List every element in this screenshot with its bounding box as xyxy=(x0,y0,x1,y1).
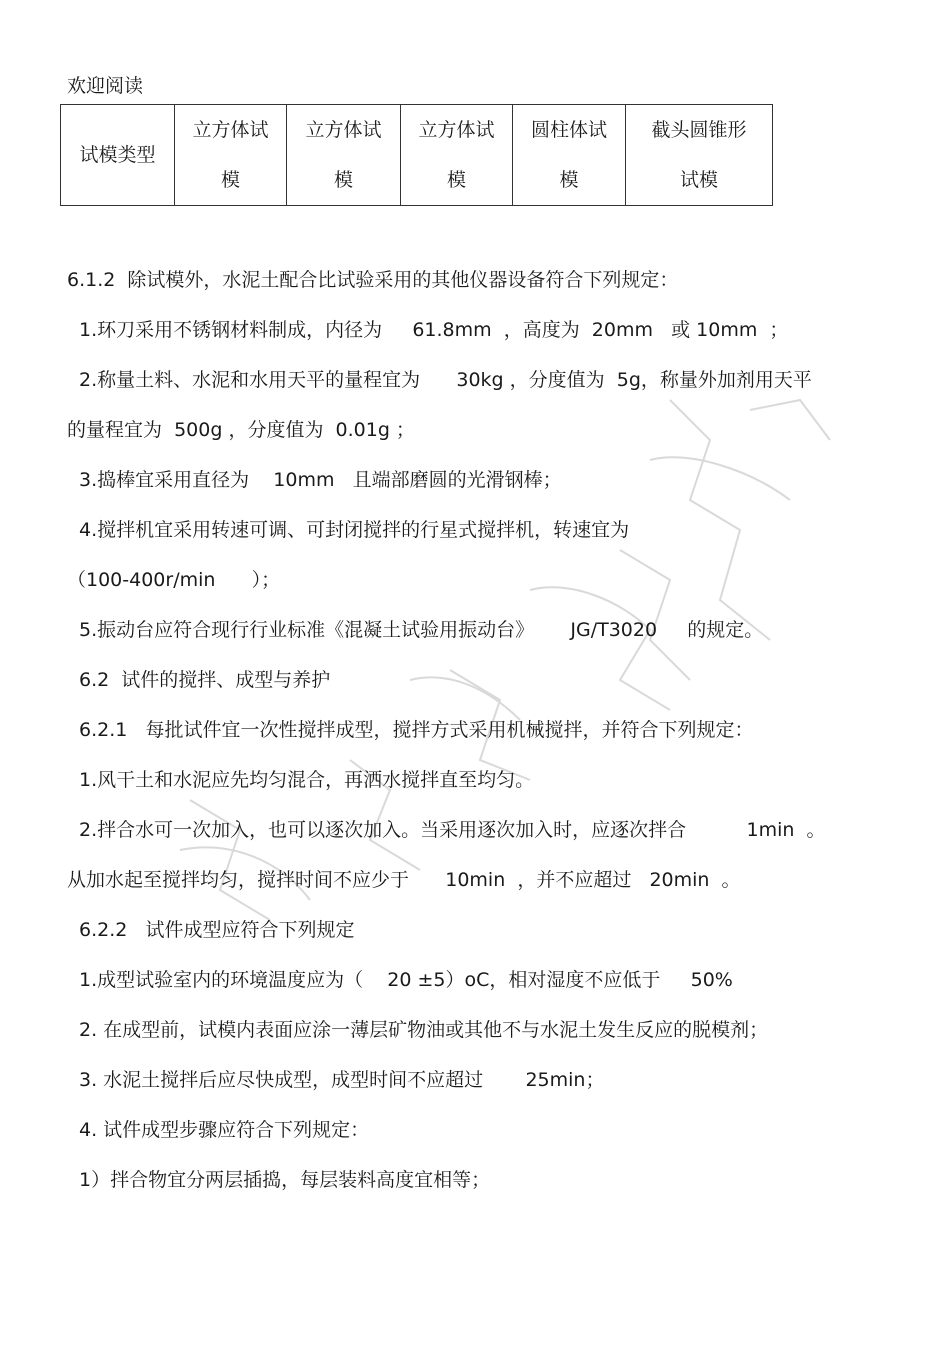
body-line: 6.1.2 除试模外，水泥土配合比试验采用的其他仪器设备符合下列规定： xyxy=(67,269,679,291)
body-line: 6.2.1 每批试件宜一次性搅拌成型，搅拌方式采用机械搅拌，并符合下列规定： xyxy=(79,719,754,741)
table-cell xyxy=(175,105,287,206)
table-cell xyxy=(626,105,773,206)
body-line: 2.称量土料、水泥和水用天平的量程宜为 30kg ，分度值为 5g，称量外加剂用天平 xyxy=(79,369,812,391)
welcome-header: 欢迎阅读 xyxy=(67,75,144,97)
table-cell xyxy=(287,105,401,206)
cell-text: 截头圆锥形 xyxy=(651,119,747,141)
body-line: 4. 试件成型步骤应符合下列规定： xyxy=(79,1119,370,1141)
body-line: 3.捣棒宜采用直径为 10mm 且端部磨圆的光滑钢棒； xyxy=(79,469,562,491)
body-line: 1）拌合物宜分两层插捣，每层装料高度宜相等； xyxy=(79,1169,491,1191)
cell-text: 模 xyxy=(333,169,353,191)
body-line: 6.2.2 试件成型应符合下列规定 xyxy=(79,919,355,941)
table-cell xyxy=(513,105,626,206)
row-header-cell: 试模类型 xyxy=(61,105,175,206)
mold-type-table xyxy=(60,104,773,206)
body-line: 1.环刀采用不锈钢材料制成，内径为 61.8mm ，高度为 20mm 或 10mm ； xyxy=(79,319,789,341)
body-line: 3. 水泥土搅拌后应尽快成型，成型时间不应超过 25min； xyxy=(79,1069,605,1091)
body-line: 1.风干土和水泥应先均匀混合，再洒水搅拌直至均匀。 xyxy=(79,769,535,791)
cell-text: 模 xyxy=(446,169,466,191)
body-line: 2.拌合水可一次加入，也可以逐次加入。当采用逐次加入时，应逐次拌合 1min 。 xyxy=(79,819,826,841)
cell-text: 圆柱体试 xyxy=(530,119,607,141)
table-row xyxy=(61,105,773,206)
cell-text: 试模 xyxy=(679,169,718,191)
body-line: 2. 在成型前，试模内表面应涂一薄层矿物油或其他不与水泥土发生反应的脱模剂； xyxy=(79,1019,769,1041)
body-line: （100-400r/min ）； xyxy=(67,569,281,591)
body-line: 的量程宜为 500g ，分度值为 0.01g ； xyxy=(67,419,415,441)
cell-text: 立方体试 xyxy=(418,119,495,141)
body-line: 5.振动台应符合现行行业标准《混凝土试验用振动台》 JG/T3020 的规定。 xyxy=(79,619,764,641)
body-line: 6.2 试件的搅拌、成型与养护 xyxy=(79,669,331,691)
cell-text: 立方体试 xyxy=(192,119,269,141)
body-line: 从加水起至搅拌均匀，搅拌时间不应少于 10min ，并不应超过 20min 。 xyxy=(67,869,741,891)
body-line: 1.成型试验室内的环境温度应为（ 20 ±5）oC，相对湿度不应低于 50% xyxy=(79,969,733,991)
table-cell xyxy=(401,105,513,206)
body-line: 4.搅拌机宜采用转速可调、可封闭搅拌的行星式搅拌机，转速宜为 xyxy=(79,519,630,541)
cell-text: 模 xyxy=(559,169,579,191)
cell-text: 立方体试 xyxy=(305,119,382,141)
watermark-graphic xyxy=(150,380,870,940)
cell-text: 模 xyxy=(220,169,240,191)
